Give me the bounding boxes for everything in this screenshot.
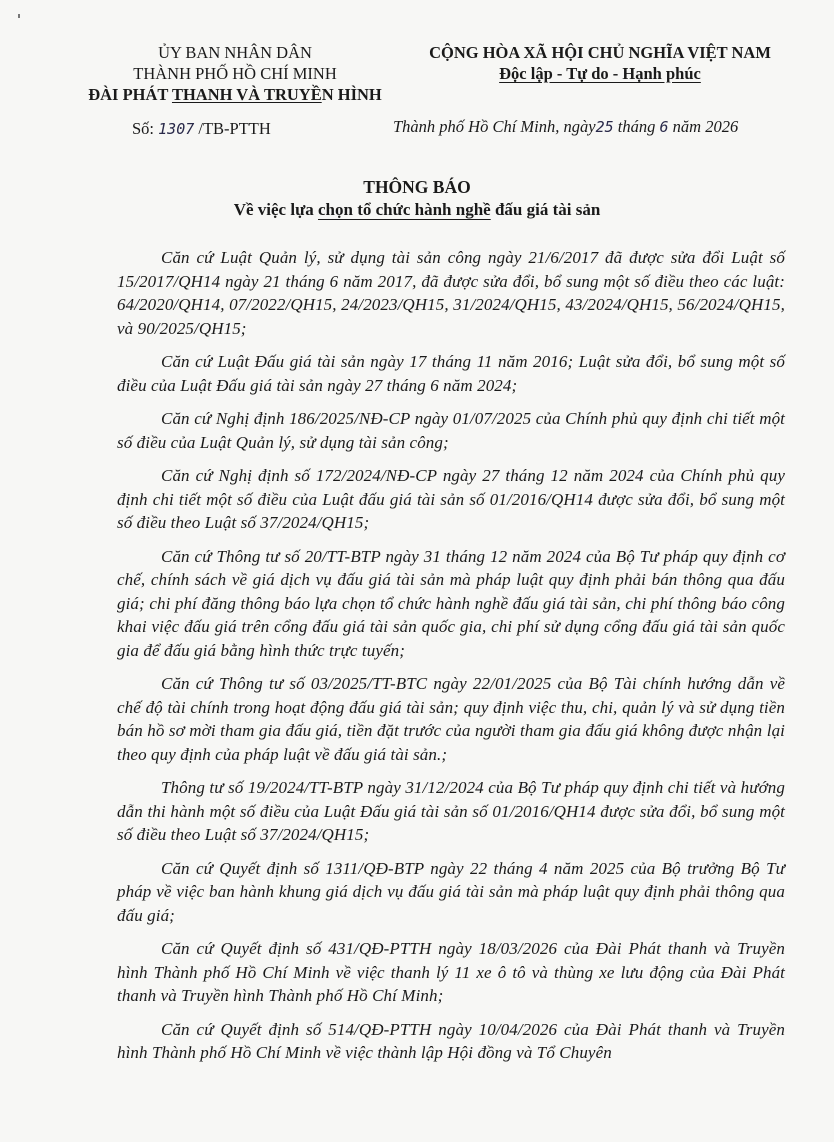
- document-number: [132, 119, 271, 139]
- authority-line-3: [70, 84, 400, 105]
- paragraph: Thông tư số 19/2024/TT-BTP ngày 31/12/2024 của Bộ Tư pháp quy định chi tiết và hướng dẫn thi hành một số điều của Luật Đấu giá tài sản số 01/2016/QH14 được sửa đổi, bổ sung một số điều theo Luật số 37/2024/QH15;: [117, 778, 785, 844]
- date-year: năm 2026: [668, 117, 739, 136]
- document-title: THÔNG BÁO: [363, 177, 471, 197]
- issuing-authority: [70, 42, 400, 105]
- docno-prefix: Số:: [132, 119, 159, 138]
- paragraph: Căn cứ Quyết định số 514/QĐ-PTTH ngày 10/04/2026 của Đài Phát thanh và Truyền hình Thành phố Hồ Chí Minh về việc thành lập Hội đồng và Tổ Chuyên: [117, 1019, 785, 1062]
- date-line: [393, 117, 793, 137]
- paragraph: Căn cứ Nghị định 186/2025/NĐ-CP ngày 01/07/2025 của Chính phủ quy định chi tiết một số điều của Luật Quản lý, sử dụng tài sản công;: [117, 409, 785, 452]
- date-day-handwritten: 25: [595, 118, 614, 136]
- authority-line-3-a: ĐÀI PHÁT: [88, 85, 172, 104]
- paragraph: Căn cứ Thông tư số 20/TT-BTP ngày 31 tháng 12 năm 2024 của Bộ Tư pháp quy định cơ chế, chính sách về giá dịch vụ đấu giá tài sản mà pháp luật quy định phải bán thông qua đấu giá; chi phí đăng thông báo lựa chọn tổ chức hành nghề đấu giá tài sản, chi phí thông báo công khai việc đấu giá trên cổng đấu giá tài sản quốc gia, chi phí sử dụng cổng đấu giá tài sản quốc gia để đấu giá bằng hình thức trực tuyến;: [117, 546, 785, 660]
- paragraph: Căn cứ Nghị định số 172/2024/NĐ-CP ngày 27 tháng 12 năm 2024 của Chính phủ quy định chi tiết một số điều của Luật đấu giá tài sản số 01/2016/QH14 được sửa đổi, bổ sung một số điều theo Luật số 37/2024/QH15;: [117, 466, 785, 532]
- document-body: [117, 246, 785, 1075]
- paragraph: Căn cứ Thông tư số 03/2025/TT-BTC ngày 22/01/2025 của Bộ Tài chính hướng dẫn về chế độ tài chính trong hoạt động đấu giá tài sản; quy định việc thu, chi, quản lý và sử dụng tiền bán hồ sơ mời tham gia đấu giá, tiền đặt trước của người tham gia đấu giá không được nhận lại theo quy định của pháp luật về đấu giá tài sản.;: [117, 674, 785, 764]
- national-title: CỘNG HÒA XÃ HỘI CHỦ NGHĨA VIỆT NAM: [429, 43, 771, 62]
- authority-line-1: ỦY BAN NHÂN DÂN: [158, 43, 312, 62]
- date-city: Thành phố Hồ Chí Minh, ngày: [393, 117, 596, 136]
- subtitle-c: đấu giá tài sản: [490, 200, 601, 219]
- national-header: [400, 42, 800, 84]
- document-subtitle: [0, 200, 834, 220]
- subtitle-b: chọn tổ chức hành nghề: [318, 200, 491, 219]
- authority-line-3-b: THANH VÀ TRUYỀ: [171, 85, 322, 104]
- date-month-label: tháng: [613, 117, 660, 136]
- paragraph: Căn cứ Quyết định số 1311/QĐ-BTP ngày 22 tháng 4 năm 2025 của Bộ trưởng Bộ Tư pháp về việc ban hành khung giá dịch vụ đấu giá tài sản mà pháp luật quy định phải thông qua đấu giá;: [117, 858, 785, 925]
- scan-mark: [18, 14, 20, 18]
- paragraph: Căn cứ Luật Đấu giá tài sản ngày 17 tháng 11 năm 2016; Luật sửa đổi, bổ sung một số điều của Luật Đấu giá tài sản ngày 27 tháng 6 năm 2024;: [117, 352, 785, 395]
- subtitle-a: Về việc lựa: [233, 200, 319, 219]
- paragraph: Căn cứ Luật Quản lý, sử dụng tài sản công ngày 21/6/2017 đã được sửa đổi Luật số 15/2017/QH14 ngày 21 tháng 6 năm 2017, đã được sửa đổi, bổ sung một số điều theo các luật: 64/2020/QH14, 07/2022/QH15, 24/2023/QH15, 31/2024/QH15, 43/2024/QH15, 56/2024/QH15, và 90/2025/QH15;: [117, 248, 785, 338]
- paragraph: Căn cứ Quyết định số 431/QĐ-PTTH ngày 18/03/2026 của Đài Phát thanh và Truyền hình Thành phố Hồ Chí Minh về việc thanh lý 11 xe ô tô và thùng xe lưu động của Đài Phát thanh và Truyền hình Thành phố Hồ Chí Minh;: [117, 939, 785, 1005]
- docno-handwritten: 1307: [158, 120, 195, 138]
- authority-line-3-c: N HÌNH: [321, 85, 382, 104]
- authority-line-2: THÀNH PHỐ HỒ CHÍ MINH: [133, 64, 337, 83]
- national-motto: Độc lập - Tự do - Hạnh phúc: [499, 64, 701, 83]
- docno-suffix: /TB-PTTH: [194, 119, 271, 138]
- date-month-handwritten: 6: [659, 118, 669, 136]
